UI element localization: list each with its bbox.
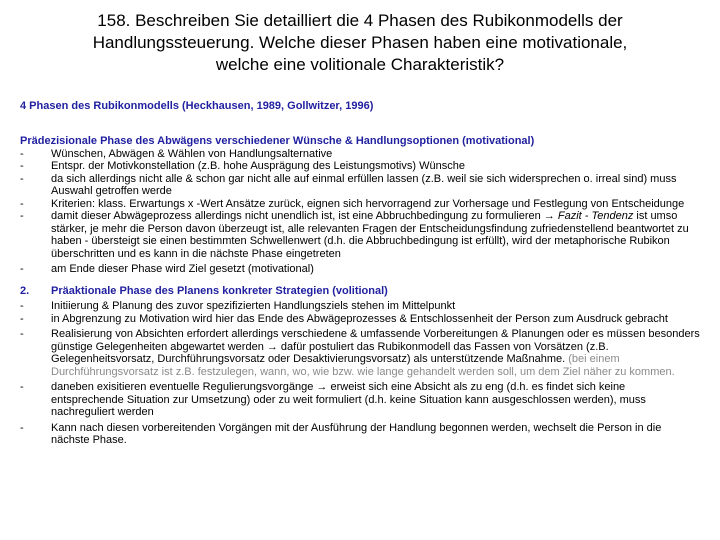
- item-text-part: Realisierung von Absichten erfordert allerdings verschiedene & umfassende Vorbereitungen & Planungen oder es müssen besonders günstige Gelegenheiten abgewartet werden → dafür postuliert das Rubikonmodell das Fassen von Vorsätzen (z.B. Gelegenheitsvorsatz, Durchführungsvorsatz oder Desaktivierungsvorsatz) als unterstützende Maßnahme.: [51, 328, 700, 365]
- italic-term: Fazit - Tendenz: [557, 210, 634, 222]
- bullet: -: [20, 172, 24, 185]
- list-item: [20, 422, 700, 447]
- item-text: am Ende dieser Phase wird Ziel gesetzt (motivational): [51, 263, 314, 275]
- bullet: -: [20, 421, 24, 434]
- bullet: -: [20, 147, 24, 160]
- item-text: Entspr. der Motivkonstellation (z.B. hohe Ausprägung des Leistungsmotivs) Wünsche: [51, 160, 465, 172]
- section2-heading: [20, 285, 700, 298]
- bullet: -: [20, 328, 24, 340]
- item-text: Initiierung & Planung des zuvor spezifizierten Handlungsziels stehen im Mittelpunkt: [51, 300, 456, 312]
- item-text: [51, 328, 700, 378]
- list-item: [20, 173, 700, 198]
- section1-heading: Prädezisionale Phase des Abwägens verschiedener Wünsche & Handlungsoptionen (motivational): [20, 135, 535, 147]
- slide-body: [20, 135, 700, 447]
- bullet: -: [20, 312, 24, 325]
- list-item: [20, 148, 700, 161]
- section2-heading-text: Präaktionale Phase des Planens konkreter Strategien (volitional): [51, 284, 388, 297]
- title-line: welche eine volitionale Charakteristik?: [215, 55, 505, 74]
- item-text: da sich allerdings nicht alle & schon gar nicht alle auf einmal erfüllen lassen (z.B. weil sie sich widersprechen o. irreal sind) muss Auswahl getroffen werde: [51, 172, 677, 197]
- item-text: [51, 210, 700, 260]
- list-item: [20, 328, 700, 378]
- slide-title: [20, 10, 700, 76]
- list-item: [20, 381, 700, 419]
- list-item: [20, 300, 700, 313]
- item-text-part: damit dieser Abwägeprozess allerdings nicht unendlich ist, ist eine Abbruchbedingung zu formulieren →: [51, 210, 558, 222]
- list-item: [20, 198, 700, 211]
- subtitle: 4 Phasen des Rubikonmodells (Heckhausen, 1989, Gollwitzer, 1996): [20, 100, 374, 112]
- gray-note: (bei einem Durchführungsvorsatz ist z.B. festzulegen, wann, wo, wie bzw. wie lange gehandelt werden soll, um dem Ziel näher zu kommen.: [51, 353, 675, 378]
- item-text: Kriterien: klass. Erwartungs x -Wert Ansätze zurück, eignen sich hervorragend zur Vorhersage und Festlegung von Entscheidunge: [51, 197, 685, 210]
- bullet: -: [20, 263, 24, 275]
- list-item: [20, 313, 700, 326]
- item-text: Kann nach diesen vorbereitenden Vorgängen mit der Ausführung der Handlung begonnen werden, wechselt die Person in die nächste Phase.: [51, 421, 662, 446]
- list-item: [20, 210, 700, 260]
- title-line: Handlungssteuerung. Welche dieser Phasen haben eine motivationale,: [92, 33, 628, 52]
- bullet: -: [20, 300, 24, 312]
- section-number: 2.: [20, 284, 30, 297]
- item-text: Wünschen, Abwägen & Wählen von Handlungsalternative: [51, 147, 333, 160]
- title-line: 158. Beschreiben Sie detailliert die 4 Phasen des Rubikonmodells der: [97, 11, 623, 30]
- item-text: daneben exisitieren eventuelle Regulierungsvorgänge → erweist sich eine Absicht als zu eng (d.h. es findet sich keine entsprechende Situation zur Umsetzung) oder zu weit formuliert (d.h. keine Situation kann ausgeschlossen werden), muss nachreguliert werden: [51, 381, 646, 418]
- bullet: -: [20, 197, 24, 210]
- bullet: -: [20, 381, 24, 393]
- item-text-part: ist umso stärker, je mehr die Person davon überzeugt ist, alle relevanten Fragen der Entscheidungsfindung zufriedenstellend beantwortet zu haben - übersteigt sie einen bestimmten Schwellenwert (d.h. die Abbruchbedingung ist erfüllt), wird der metaphorische Rubikon überschritten und es kann in die nächste Phase eingetreten: [51, 210, 689, 260]
- list-item: [20, 263, 700, 276]
- item-text: in Abgrenzung zu Motivation wird hier das Ende des Abwägeprozesses & Entschlossenheit der Person zum Ausdruck gebracht: [51, 312, 668, 325]
- list-item: [20, 160, 700, 173]
- bullet: -: [20, 210, 24, 222]
- bullet: -: [20, 160, 24, 172]
